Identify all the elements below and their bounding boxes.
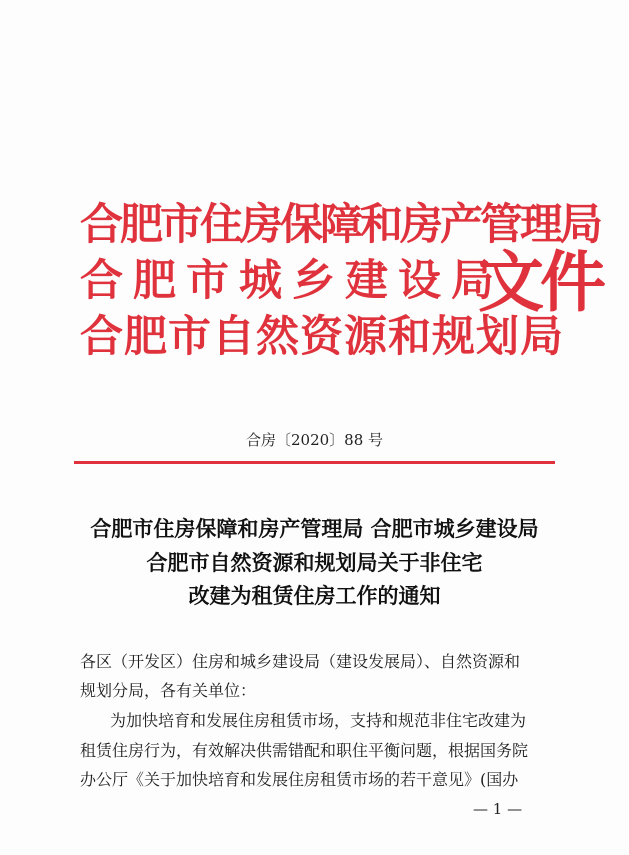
issuer-planning-bureau: 合肥市自然资源和规划局: [80, 312, 564, 362]
document-label: 文件: [478, 243, 602, 321]
red-divider-rule: [74, 461, 555, 464]
document-number: 合房〔2020〕88 号: [245, 431, 384, 449]
issuer-construction-bureau: 合肥市城乡建设局: [80, 256, 504, 306]
body-paragraph-line-1: 为加快培育和发展住房租赁市场，支持和规范非住宅改建为: [110, 711, 527, 730]
issuer-housing-bureau: 合肥市住房保障和房产管理局: [80, 200, 600, 250]
notice-title-line-3: 改建为租赁住房工作的通知: [188, 583, 441, 608]
notice-title-line-1: 合肥市住房保障和房产管理局 合肥市城乡建设局: [90, 516, 539, 541]
body-line-addressee: 各区（开发区）住房和城乡建设局（建设发展局）、自然资源和: [80, 652, 521, 671]
notice-title-line-2: 合肥市自然资源和规划局关于非住宅: [146, 550, 483, 575]
page-number: — 1 —: [473, 800, 523, 818]
body-paragraph-line-2: 租赁住房行为，有效解决供需错配和职住平衡问题，根据国务院: [80, 741, 529, 760]
body-line-addressee-cont: 规划分局，各有关单位：: [80, 681, 257, 700]
body-paragraph-line-3: 办公厅《关于加快培育和发展住房租赁市场的若干意见》(国办: [80, 770, 519, 789]
